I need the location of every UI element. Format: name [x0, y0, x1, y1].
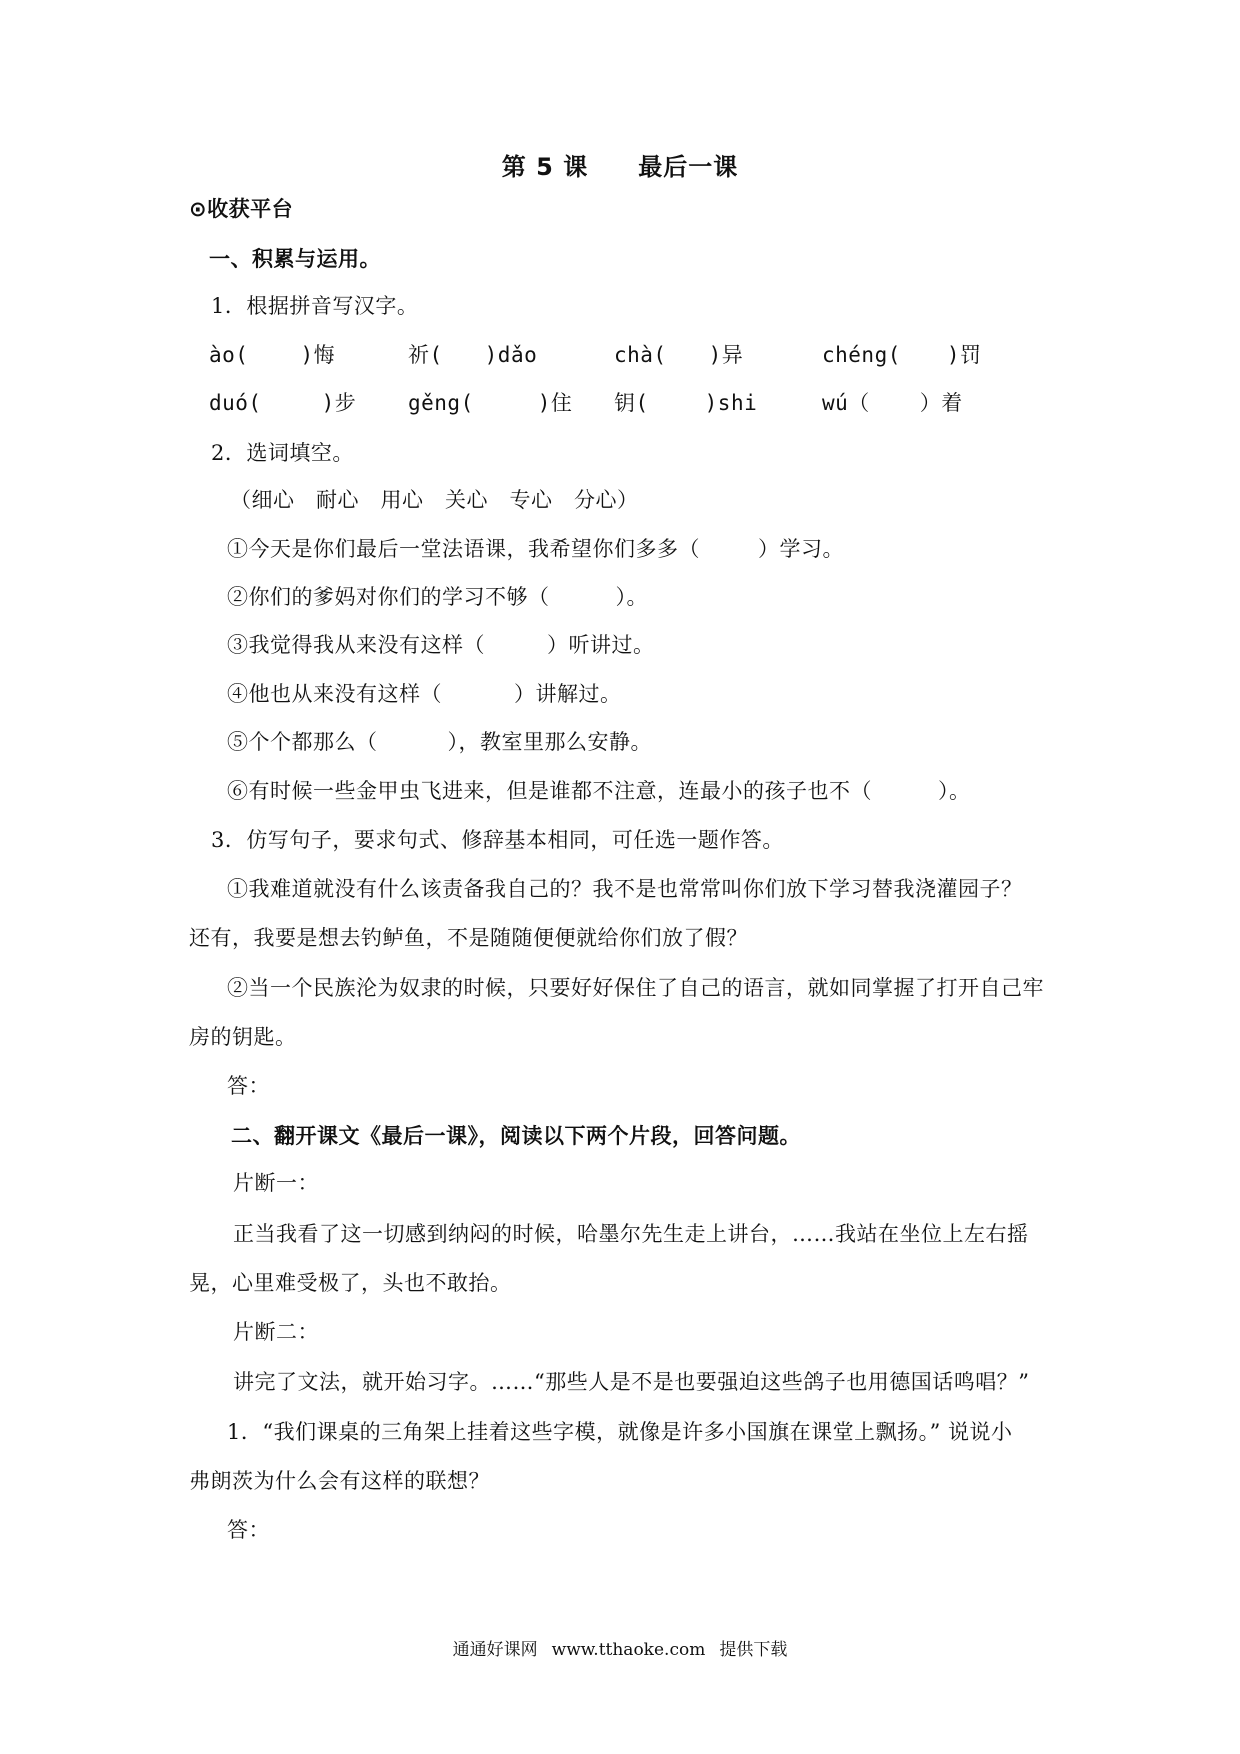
q1-prompt: 1．根据拼音写汉字。: [211, 294, 419, 318]
page-title: [0, 150, 1240, 184]
answer-label: 答：: [227, 1074, 270, 1098]
pinyin-item: chéng( )罚: [822, 343, 982, 367]
pinyin-item: duó( )步: [209, 391, 357, 415]
pinyin-item: 祈( )dǎo: [408, 343, 538, 367]
footer-suffix: 提供下载: [719, 1640, 788, 1660]
pinyin-item: ào( )悔: [209, 343, 336, 367]
footer-site-name: 通通好课网: [452, 1640, 538, 1660]
fill-blank-item: ①今天是你们最后一堂法语课，我希望你们多多（ ）学习。: [227, 537, 844, 561]
pinyin-item: wú（ ）着: [822, 391, 963, 415]
q3-item-1-cont: 还有，我要是想去钓鲈鱼，不是随随便便就给你们放了假？: [189, 926, 748, 950]
pinyin-item: chà( )异: [614, 343, 744, 367]
pinyin-item: gěng( )住: [408, 391, 573, 415]
part2-heading: 二、翻开课文《最后一课》，阅读以下两个片段，回答问题。: [231, 1124, 801, 1148]
fragment-2-label: 片断二：: [233, 1320, 319, 1344]
part2-question-1: 1．“我们课桌的三角架上挂着这些字模，就像是许多小国旗在课堂上飘扬。” 说说小: [227, 1420, 1013, 1444]
pinyin-item: 钥( )shi: [614, 391, 758, 415]
q2-prompt: 2．选词填空。: [211, 441, 354, 465]
lesson-number: 第 5 课: [501, 153, 589, 181]
fill-blank-item: ⑤个个都那么（ ），教室里那么安静。: [227, 730, 652, 754]
fill-blank-item: ⑥有时候一些金甲虫飞进来，但是谁都不注意，连最小的孩子也不（ ）。: [227, 779, 971, 803]
footer-url[interactable]: www.tthaoke.com: [551, 1640, 706, 1660]
section-header: ⊙收获平台: [189, 197, 294, 221]
q3-item-1: ①我难道就没有什么该责备我自己的？我不是也常常叫你们放下学习替我浇灌园子？: [227, 877, 1023, 901]
fill-blank-item: ③我觉得我从来没有这样（ ）听讲过。: [227, 633, 655, 657]
fill-blank-item: ④他也从来没有这样（ ）讲解过。: [227, 682, 622, 706]
fragment-2-text: 讲完了文法，就开始习字。……“那些人是不是也要强迫这些鸽子也用德国话鸣唱？”: [233, 1370, 1030, 1394]
fragment-1-label: 片断一：: [233, 1171, 319, 1195]
page-footer: [0, 1638, 1240, 1662]
fragment-1-text: 正当我看了这一切感到纳闷的时候，哈墨尔先生走上讲台，……我站在坐位上左右摇: [233, 1222, 1029, 1246]
word-choices: （细心 耐心 用心 关心 专心 分心）: [230, 488, 639, 512]
part2-question-1-cont: 弗朗茨为什么会有这样的联想？: [189, 1469, 490, 1493]
q3-item-2: ②当一个民族沦为奴隶的时候，只要好好保住了自己的语言，就如同掌握了打开自己牢: [227, 976, 1044, 1000]
q3-prompt: 3．仿写句子，要求句式、修辞基本相同，可任选一题作答。: [211, 828, 784, 852]
answer-label: 答：: [227, 1518, 270, 1542]
fragment-1-text-cont: 晃，心里难受极了，头也不敢抬。: [189, 1271, 512, 1295]
lesson-name: 最后一课: [638, 153, 739, 181]
q3-item-2-cont: 房的钥匙。: [189, 1025, 297, 1049]
fill-blank-item: ②你们的爹妈对你们的学习不够（ ）。: [227, 585, 648, 609]
part1-heading: 一、积累与运用。: [209, 247, 381, 271]
